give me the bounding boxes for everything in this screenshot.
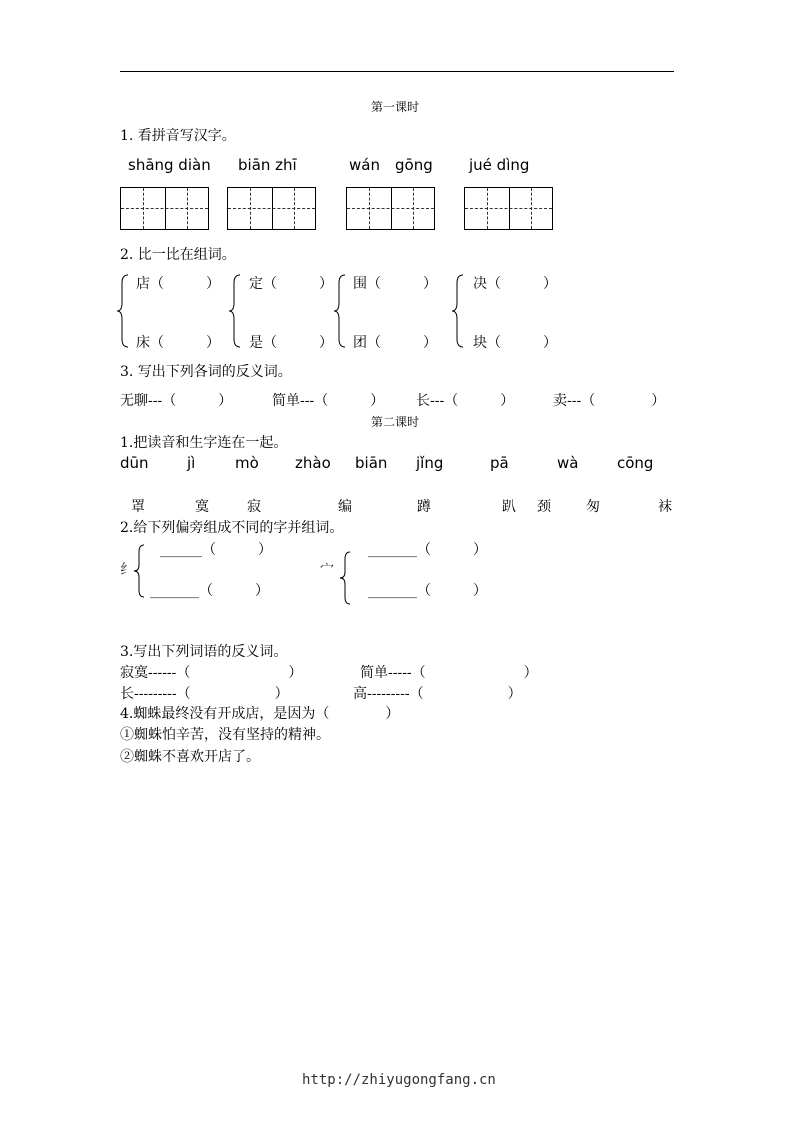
radical1-blank2[interactable]: _______（ ） [150, 583, 269, 599]
footer-url[interactable]: http://zhiyugongfang.cn [302, 1072, 496, 1088]
radical1-blank1[interactable]: ______（ ） [160, 542, 272, 558]
pinyin-4: gōng [395, 156, 433, 174]
radical2-blank1[interactable]: _______（ ） [368, 542, 487, 558]
lesson2-q1-title: 1.把读音和生字连在一起。 [120, 435, 288, 451]
brace-icon [333, 273, 347, 349]
writing-grid-2[interactable] [227, 187, 316, 230]
writing-grid-4[interactable] [464, 187, 553, 230]
pair-4-bottom: 块（ ） [473, 335, 557, 351]
antonym2-2: 简单-----（ ） [360, 665, 538, 681]
q4-option-2[interactable]: ②蜘蛛不喜欢开店了。 [120, 749, 260, 765]
lesson2-q2-title: 2.给下列偏旁组成不同的字并组词。 [120, 520, 344, 536]
pair-2-bottom: 是（ ） [249, 335, 333, 351]
pinyin-cong[interactable]: cōng [617, 454, 654, 472]
antonym-3: 长---（ ） [416, 393, 515, 409]
brace-icon [228, 273, 242, 349]
pinyin-3: wán [349, 156, 380, 174]
char-mo[interactable]: 寞 [195, 499, 209, 515]
lesson2-title: 第二课时 [371, 415, 420, 429]
antonym2-3: 长---------（ ） [120, 686, 289, 702]
char-cong[interactable]: 匆 [586, 499, 600, 515]
lesson2-q3-title: 3.写出下列词语的反义词。 [120, 644, 288, 660]
pinyin-wa[interactable]: wà [557, 454, 579, 472]
writing-grid-1[interactable] [120, 187, 209, 230]
pinyin-bian[interactable]: biān [355, 454, 388, 472]
antonym2-1: 寂寞------（ ） [120, 665, 303, 681]
antonym-1: 无聊---（ ） [120, 393, 233, 409]
lesson1-title: 第一课时 [371, 100, 420, 114]
pinyin-ji[interactable]: jì [187, 454, 196, 472]
brace-icon [116, 273, 130, 349]
pair-4-top: 决（ ） [473, 276, 557, 292]
radical-mian: 宀 [320, 562, 334, 578]
radical2-blank2[interactable]: _______（ ） [368, 583, 487, 599]
char-zhao[interactable]: 罩 [131, 499, 145, 515]
antonym-2: 简单---（ ） [272, 393, 385, 409]
char-dun[interactable]: 蹲 [417, 499, 431, 515]
antonym-4: 卖---（ ） [553, 393, 666, 409]
char-pa[interactable]: 趴 [502, 499, 516, 515]
lesson1-q3-title: 3. 写出下列各词的反义词。 [120, 364, 292, 380]
brace-icon [338, 550, 352, 606]
antonym2-4: 高---------（ ） [353, 686, 522, 702]
pair-1-top: 店（ ） [136, 276, 220, 292]
pair-1-bottom: 床（ ） [136, 335, 220, 351]
writing-grid-3[interactable] [346, 187, 435, 230]
lesson1-q1-title: 1. 看拼音写汉字。 [120, 128, 236, 144]
lesson2-q4-title: 4.蜘蛛最终没有开成店，是因为（ ） [120, 706, 400, 722]
header-rule [120, 71, 674, 72]
radical-si: 纟 [120, 562, 134, 578]
char-bian[interactable]: 编 [338, 499, 352, 515]
lesson1-q2-title: 2. 比一比在组词。 [120, 247, 236, 263]
pinyin-1: shāng diàn [128, 156, 211, 174]
pinyin-mo[interactable]: mò [235, 454, 259, 472]
pinyin-pa[interactable]: pā [490, 454, 509, 472]
brace-icon [132, 543, 146, 599]
q4-option-1[interactable]: ①蜘蛛怕辛苦，没有坚持的精神。 [120, 727, 330, 743]
pair-3-bottom: 团（ ） [353, 335, 437, 351]
pinyin-2: biān zhī [238, 156, 297, 174]
pinyin-dun[interactable]: dūn [120, 454, 149, 472]
char-jing[interactable]: 颈 [537, 499, 551, 515]
pair-2-top: 定（ ） [249, 276, 333, 292]
pinyin-5: jué dìng [469, 156, 530, 174]
pinyin-zhao[interactable]: zhào [295, 454, 331, 472]
pinyin-jing[interactable]: jǐng [416, 454, 444, 472]
pair-3-top: 围（ ） [353, 276, 437, 292]
brace-icon [451, 273, 465, 349]
char-ji[interactable]: 寂 [247, 499, 261, 515]
char-wa[interactable]: 袜 [658, 499, 672, 515]
